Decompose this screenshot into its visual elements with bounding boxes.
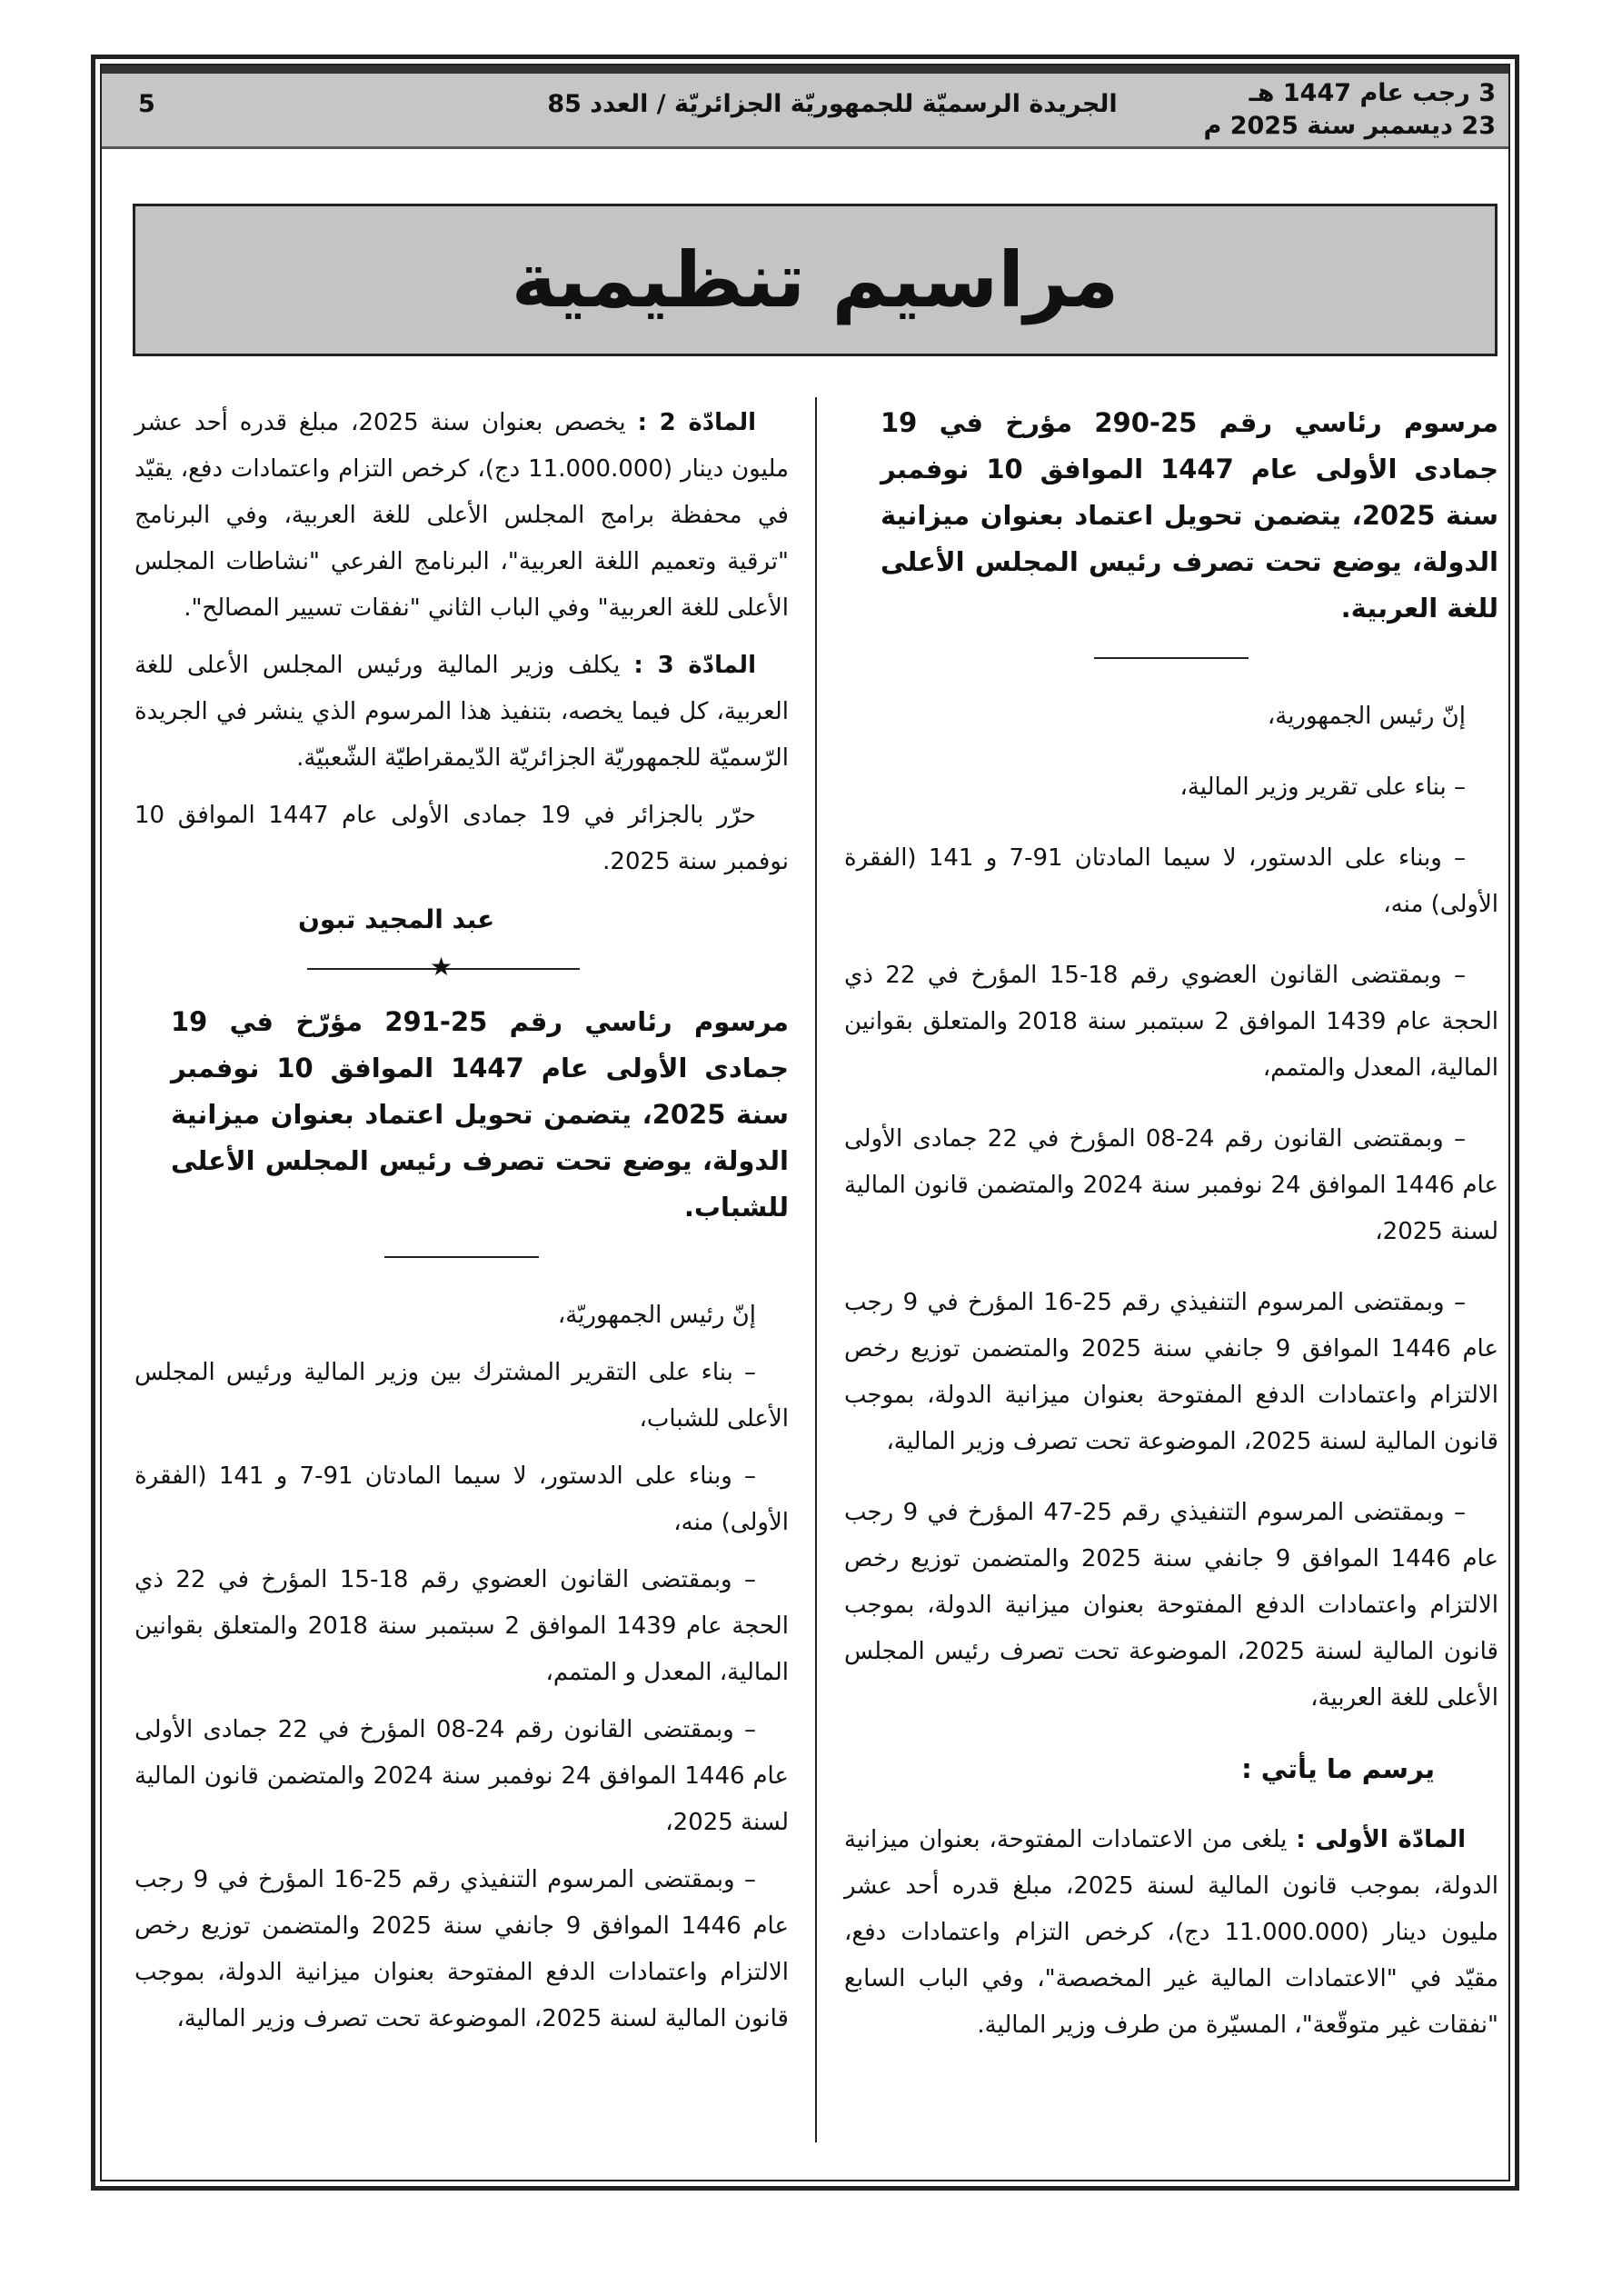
section-title: مراسيم تنظيمية [511,235,1119,324]
recital: – وبمقتضى القانون رقم 24-08 المؤرخ في 22 جمادى الأولى عام 1446 الموافق 24 نوفمبر سنة 2024 والمتضمن قانون المالية لسنة 2025، [134,1716,789,1836]
recital: – وبمقتضى القانون العضوي رقم 18-15 المؤرخ في 22 ذي الحجة عام 1439 الموافق 2 سبتمبر سنة 2018 والمتعلق بقوانين المالية، المعدل و المتمم، [134,1566,789,1686]
right-column [844,400,1498,2073]
recital: – وبمقتضى القانون رقم 24-08 المؤرخ في 22 جمادى الأولى عام 1446 الموافق 24 نوفمبر سنة 2024 والمتضمن قانون المالية لسنة 2025، [844,1125,1498,1245]
gazette-header [102,65,1508,149]
done-at: حرّر بالجزائر في 19 جمادى الأولى عام 1447 الموافق 10 نوفمبر سنة 2025. [134,802,789,875]
article-2 [134,400,789,632]
intro: إنّ رئيس الجمهوريّة، [557,1302,756,1329]
recital: – وبناء على الدستور، لا سيما المادتان 91-7 و 141 (الفقرة الأولى) منه، [134,1462,789,1536]
article-1 [844,1817,1498,2049]
separator-rule [1094,657,1249,659]
article-3 [134,643,789,782]
left-column [134,400,789,2053]
page-number: 5 [138,90,155,118]
article-3-text: يكلف وزير المالية ورئيس المجلس الأعلى للغة العربية، كل فيما يخصه، بتنفيذ هذا المرسوم الذي ينشر في الجريدة الرّسميّة للجمهوريّة الجزائريّة الدّيمقراطيّة الشّعبيّة. [134,652,789,772]
section-title-box [133,204,1498,356]
article-2-text: يخصص بعنوان سنة 2025، مبلغ قدره أحد عشر مليون دينار (11.000.000 دج)، كرخص التزام واعتمادات دفع، يقيّد في محفظة برامج المجلس الأعلى للغة العربية، وفي البرنامج "ترقية وتعميم اللغة العربية"، البرنامج الفرعي "نشاطات المجلس الأعلى للغة العربية" وفي الباب الثاني "نفقات تسيير المصالح". [134,409,789,622]
gazette-title: الجريدة الرسميّة للجمهوريّة الجزائريّة / العدد 85 [547,90,1118,118]
star-icon: ★ [430,952,453,982]
article-2-label: المادّة 2 : [637,409,757,436]
article-3-label: المادّة 3 : [633,652,756,679]
recital: – بناء على التقرير المشترك بين وزير المالية ورئيس المجلس الأعلى للشباب، [134,1359,789,1433]
recital: – وبمقتضى القانون العضوي رقم 18-15 المؤرخ في 22 ذي الحجة عام 1439 الموافق 2 سبتمبر سنة 2018 والمتعلق بقوانين المالية، المعدل والمتمم، [844,962,1498,1082]
star-separator [134,952,789,983]
recital: – بناء على تقرير وزير المالية، [1179,774,1466,801]
signature: عبد المجيد تبون [298,904,495,934]
intro: إنّ رئيس الجمهورية، [1267,703,1466,730]
article-1-label: المادّة الأولى : [1296,1826,1467,1853]
date-gregorian: 23 ديسمبر سنة 2025 م [1203,112,1496,140]
decrees-heading: يرسم ما يأتي : [1241,1753,1435,1784]
recital: – وبناء على الدستور، لا سيما المادتان 91-7 و 141 (الفقرة الأولى) منه، [844,844,1498,918]
recital: – وبمقتضى المرسوم التنفيذي رقم 25-47 المؤرخ في 9 رجب عام 1446 الموافق 9 جانفي سنة 2025 والمتضمن توزيع رخص الالتزام واعتمادات الدفع المفتوحة بعنوان ميزانية الدولة، بموجب قانون المالية لسنة 2025، الموضوعة تحت تصرف رئيس المجلس الأعلى للغة العربية، [844,1499,1498,1712]
article-1-text: يلغى من الاعتمادات المفتوحة، بعنوان ميزانية الدولة، بموجب قانون المالية لسنة 2025، مبلغ قدره أحد عشر مليون دينار (11.000.000 دج)، كرخص التزام واعتمادات دفع، مقيّد في "الاعتمادات المالية غير المخصصة"، وفي الباب السابع "نفقات غير متوقّعة"، المسيّرة من طرف وزير المالية. [844,1826,1499,2039]
column-divider [815,397,817,2142]
date-hijri: 3 رجب عام 1447 هـ [1249,79,1496,107]
decree-title-290: مرسوم رئاسي رقم 25-290 مؤرخ في 19 جمادى الأولى عام 1447 الموافق 10 نوفمبر سنة 2025، يتضمن تحويل اعتماد بعنوان ميزانية الدولة، يوضع تحت تصرف رئيس المجلس الأعلى للغة العربية. [881,407,1498,624]
decree-title-291: مرسوم رئاسي رقم 25-291 مؤرّخ في 19 جمادى الأولى عام 1447 الموافق 10 نوفمبر سنة 2025، يتضمن تحويل اعتماد بعنوان ميزانية الدولة، يوضع تحت تصرف رئيس المجلس الأعلى للشباب. [171,1006,789,1223]
recital: – وبمقتضى المرسوم التنفيذي رقم 25-16 المؤرخ في 9 رجب عام 1446 الموافق 9 جانفي سنة 2025 والمتضمن توزيع رخص الالتزام واعتمادات الدفع المفتوحة بعنوان ميزانية الدولة، بموجب قانون المالية لسنة 2025، الموضوعة تحت تصرف وزير المالية، [844,1289,1498,1455]
recital: – وبمقتضى المرسوم التنفيذي رقم 25-16 المؤرخ في 9 رجب عام 1446 الموافق 9 جانفي سنة 2025 والمتضمن توزيع رخص الالتزام واعتمادات الدفع المفتوحة بعنوان ميزانية الدولة، بموجب قانون المالية لسنة 2025، الموضوعة تحت تصرف وزير المالية، [134,1866,789,2032]
separator-rule [384,1256,539,1258]
